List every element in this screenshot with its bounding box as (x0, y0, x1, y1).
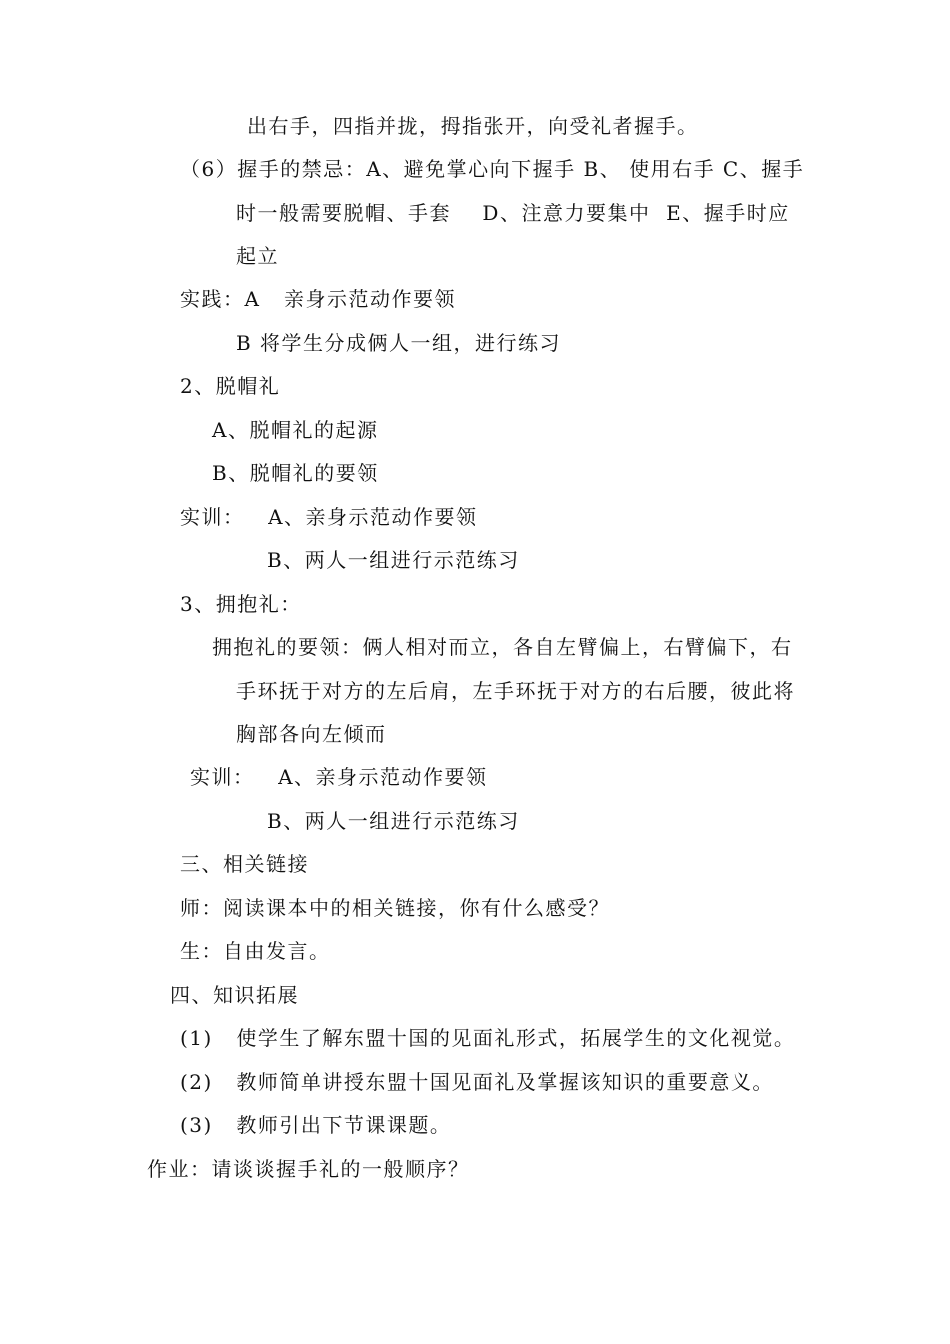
text-line: 胸部各向左倾而 (236, 722, 387, 746)
section-heading: 四、知识拓展 (170, 983, 299, 1007)
homework-line: 作业：请谈谈握手礼的一般顺序？ (147, 1157, 470, 1181)
text-line: A、脱帽礼的起源 (212, 418, 379, 442)
text-line: 实践：A 亲身示范动作要领 (180, 287, 457, 311)
section-heading: 2、脱帽礼 (180, 374, 281, 398)
text-line: 时一般需要脱帽、手套 D、注意力要集中 E、握手时应 (236, 201, 790, 225)
text-line: B、脱帽礼的要领 (212, 461, 379, 485)
text-line: B、两人一组进行示范练习 (267, 548, 520, 572)
text-line: 手环抚于对方的左后肩，左手环抚于对方的右后腰，彼此将 (236, 679, 795, 703)
list-item: (2) 教师简单讲授东盟十国见面礼及掌握该知识的重要意义。 (180, 1070, 774, 1094)
section-heading: 3、拥抱礼： (180, 592, 302, 616)
section-heading: 三、相关链接 (180, 852, 309, 876)
text-line: 出右手，四指并拢，拇指张开，向受礼者握手。 (247, 114, 699, 138)
list-item: (1) 使学生了解东盟十国的见面礼形式，拓展学生的文化视觉。 (180, 1026, 796, 1050)
text-line: B 将学生分成俩人一组，进行练习 (236, 331, 562, 355)
text-line: 拥抱礼的要领：俩人相对而立，各自左臂偏上，右臂偏下，右 (212, 635, 793, 659)
text-line: （6）握手的禁忌：A、避免掌心向下握手 B、 使用右手 C、握手 (180, 157, 805, 181)
text-line: 实训： A、亲身示范动作要领 (180, 505, 478, 529)
list-item: (3) 教师引出下节课课题。 (180, 1113, 452, 1137)
text-line: 师：阅读课本中的相关链接，你有什么感受？ (180, 896, 610, 920)
text-line: B、两人一组进行示范练习 (267, 809, 520, 833)
text-line: 起立 (236, 244, 279, 268)
text-line: 实训： A、亲身示范动作要领 (190, 765, 488, 789)
text-line: 生：自由发言。 (180, 939, 331, 963)
